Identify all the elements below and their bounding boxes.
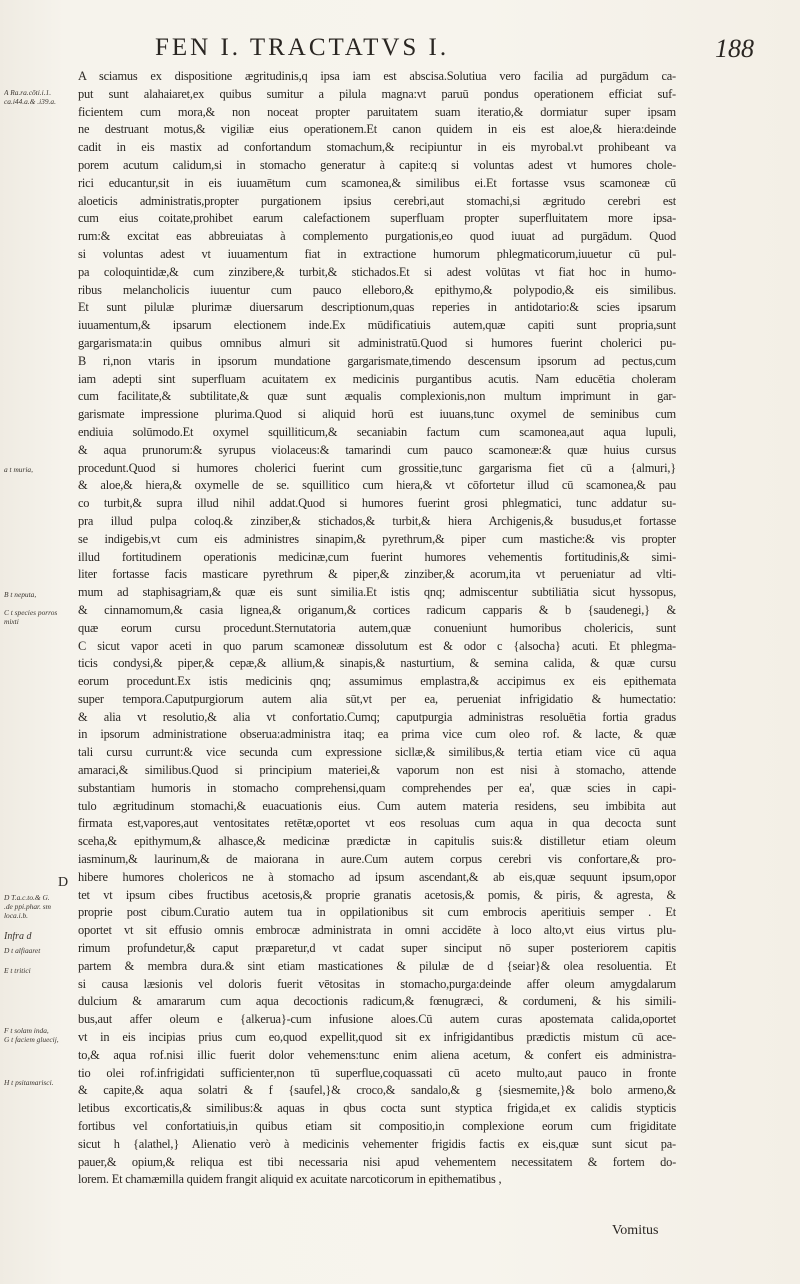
text-line: cum eius coitate,prohibet earum calefactionem superfluam propter superfluitatem more ipsa-	[78, 211, 676, 226]
margin-note-b	[4, 465, 68, 474]
text-line: dulcium & amararum cum aqua decoctionis radicum,& fœnugræci, & cordumeni, & his simili-	[78, 994, 676, 1009]
text-line: bus,aut affer oleum e {alkerua}-cum infusione aloes.Cū autem curas apostemata calida,oportet	[78, 1012, 676, 1027]
margin-note-line: mixti	[4, 617, 19, 626]
margin-note-line: E t tritici	[4, 966, 31, 975]
folio-number: 188	[715, 34, 754, 63]
margin-note-line: loca.i.b.	[4, 911, 29, 920]
text-line: pauer,& opium,& reliqua est tibi necessaria nisi apud vehementem necessitatem & fortem do-	[78, 1154, 676, 1169]
text-line: garismate impressione plurima.Quod si aliquid horū est iuuans,tunc oxymel de seminibus cum	[78, 407, 676, 422]
margin-note-line: ca.i44.a.& .i39.a.	[4, 97, 56, 106]
text-line: quæ eorum cursu procedunt.Sternutatoria autem,quæ conueniunt humoribus cholericis, sunt	[78, 620, 676, 635]
text-line: ficientem cum mora,& non noceat propter paruitatem suam iteratio,& dormiatur super ipsam	[78, 104, 676, 119]
margin-note-line: a t muria,	[4, 465, 33, 474]
text-line: eorum procedunt.Ex istis medicinis qnq; assumimus emplastra,& accipimus ex eis epithemata	[78, 674, 676, 689]
text-line: & cinnamomum,& casia lignea,& origanum,& cortices radicum capparis & b {saudenegi,} &	[78, 602, 676, 617]
text-line: si voluntas adest vt iuuamentum fiat in extractione humorum phlegmaticorum,iuuetur cū pul-	[78, 246, 676, 261]
text-line: & aqua prunorum:& syrupus violaceus:& tamarindi cum pauco scamoneæ:& quæ huius cursus	[78, 442, 676, 457]
text-line: put sunt alahaiaret,ex quibus sumitur a pilula magna:vt paruū pondus operationem efficiat suf-	[78, 86, 676, 101]
text-line: fortibus vel confortatiuis,in quibus etiam sit compositio,in complexione eorum cum frigiditate	[78, 1119, 676, 1134]
text-line: pa coloquintidæ,& cum zinzibere,& turbit,& stichados.Et si adest volūtas vt fiat hoc in humo-	[78, 264, 676, 279]
text-line: co turbit,& supra illud nihil addat.Quod si humores fuerint grosi phlegmatici, tunc addatur su-	[78, 496, 676, 511]
text-line: rum:& excitat eas abbreuiatas à complemento purgationis,eo quod iuuat ad purgādum. Quod	[78, 229, 676, 244]
text-line: B ri,non vtaris in ipsorum mundatione gargarismate,timendo descensum ipsorum ad pectus,cum	[78, 353, 676, 368]
text-line: tulo ægritudinum stomachi,& euacuationis eius. Cum autem materia residens, seu imbibita aut	[78, 798, 676, 813]
margin-note-line: H t psitamarisci.	[4, 1078, 54, 1087]
text-line: oportet vt sit effusio omnis embrocæ administrata in omni accidēte à loco alto,vt eius virtus plu-	[78, 923, 676, 938]
text-line: Et sunt pilulæ plurimæ diuersarum descriptionum,quas reperies in antidotario:& scies ipsarum	[78, 300, 676, 315]
margin-note-line: .de ppi.phar. sm	[4, 902, 52, 911]
text-line: A sciamus ex dispositione ægritudinis,q ipsa iam est abscisa.Solutiua vero facilia ad purgādum ca-	[78, 69, 676, 83]
text-line: hibere humores cholericos ne à stomacho ad ipsum ascendant,& ab eis,quæ sequunt ipsum,opor	[78, 869, 676, 884]
text-line: to,& aqua rof.nisi illic fuerit dolor vehemens:tunc enim aliena acetum, & confert eis administra-	[78, 1047, 676, 1062]
margin-note-line: B t neputa,	[4, 590, 37, 599]
margin-note-i	[4, 1026, 68, 1044]
margin-note-line: F t solam inda,	[4, 1026, 49, 1035]
text-line: tet vt ipsum cibes fructibus acetosis,& proprie granatis acetosis,& pomis, & piris, & agresta, &	[78, 887, 676, 902]
text-line: liter fortasse facis masticare pyrethrum & piper,& zinziber,& acorum,ita vt perueniatur ad vlti-	[78, 567, 676, 582]
text-line: mum ad staphisagriam,& quæ eis sunt similia.Et istis qnq; admiscentur subtiliātia sicut hyssopus,	[78, 585, 676, 600]
margin-note-line: C t species porros	[4, 608, 58, 617]
margin-note-line: D t alfiaaret	[4, 946, 41, 955]
text-line: amaraci,& similibus.Quod si principium materiei,& vaporum non est nisi à stomacho, attende	[78, 763, 676, 778]
text-line: tali cursu currunt:& vice secunda cum expressione sicllæ,& similibus,& tertia etiam vice cū aqua	[78, 745, 676, 760]
text-line: rici educantur,sit in eis iuuamētum cum scamonea,& similibus ei.Et fortasse vsus scamoneæ cū	[78, 175, 676, 190]
text-line: ribus melancholicis iuuentur cum pauco elleboro,& epithymo,& polypodio,& eis similibus.	[78, 282, 676, 297]
page-header	[0, 30, 800, 70]
text-line: partem & membra dura.& sint etiam masticationes & pilulæ de d {seiar}& olea resoluentia. Et	[78, 958, 676, 973]
text-line: sicut h {alathel,} Alienatio verò à medicinis vehementer frigidis factis ex eis,quæ sunt sicut pa-	[78, 1136, 676, 1151]
text-line: rimum profundetur,& caput præparetur,d vt cadat super sinciput nō super posteriorem capitis	[78, 941, 676, 956]
text-line: endiuia solūmodo.Et oxymel squilliticum,& secaniabin factum cum scamonea,aut aqua lupuli,	[78, 424, 676, 439]
text-line: cadit in eis mastix ad confortandum stomachum,& recipiuntur in eis myrobal.vt prohibeant va	[78, 140, 676, 155]
margin-note-h	[4, 966, 68, 975]
margin-note-j	[4, 1078, 68, 1087]
running-title: FEN I. TRACTATVS I.	[155, 34, 450, 61]
margin-note-a	[4, 88, 68, 106]
text-line: in ipsorum administratione obserua:administra itaq; ea prima vice cum oleo rof. & lacte, & quæ	[78, 727, 676, 742]
text-line: & alia vt resolutio,& alia vt confortatio.Cumq; caputpurgia administras resoluētia fortia gradus	[78, 709, 676, 724]
text-line: sceha,& epithymum,& alhasce,& medicinæ prædictæ in capitulis suis:& distilletur etiam oleum	[78, 834, 676, 849]
body-text	[78, 68, 676, 1189]
text-line: cum facilitate,& subtilitate,& quæ sunt æqualis complexionis,non multum imprimunt in gar-	[78, 389, 676, 404]
text-line: porem acutum calidum,si in stomacho generatur à capite:q si voluntas adest vt humores chole-	[78, 157, 676, 172]
text-line: si causa læsionis vel doloris fuerit vētositas in stomacho,purga:deinde affer oleum amygdalarum	[78, 976, 676, 991]
text-line: & aloe,& hiera,& oxymelle de se. squillitico cum hiera,& vt cōfortetur illud cū scamonea,& pau	[78, 478, 676, 493]
section-mark-d: D	[58, 875, 69, 890]
text-line: procedunt.Quod si humores cholerici fuerint cum grossitie,tunc gargarisma fiet cū a {almuri,}	[78, 460, 676, 475]
margin-note-d	[4, 608, 68, 626]
text-line: pra illud pulpa coloq.& zinziber,& stichados,& turbit,& hiera Archigenis,& busudus,et fortasse	[78, 513, 676, 528]
text-line: iam adepti sint superfluam acuitatem ex medicinis purgantibus acutis. Nam educētia choleram	[78, 371, 676, 386]
text-line: se indigebis,vt cum eis administres sinapim,& pyrethrum,& piper cum mastiche:& vis propter	[78, 531, 676, 546]
text-line: iasminum,& laurinum,& de maiorana in aure.Cum autem corpus cerebri vis confortare,& pro-	[78, 852, 676, 867]
text-line: ticis condysi,& piper,& cepæ,& allium,& sinapis,& nasturtium, & semina calida, & quæ cursu	[78, 656, 676, 671]
margin-note-g	[4, 946, 68, 955]
text-line: lorem. Et chamæmilla quidem frangit aliquid ex acuitate narcoticorum in epithematibus ,	[78, 1172, 502, 1187]
text-line: super tempora.Caputpurgiorum autem alia sūt,vt per ea, perueniat infrigidatio & humectatio:	[78, 691, 676, 706]
text-line: letibus excorticatis,& similibus:& aquas in qbus cocta sunt styptica frigida,et ex calidis stypticis	[78, 1101, 676, 1116]
text-line: firmata est,vapores,aut ventositates retētæ,oportet vt eos resoluas cum aqua in qua decocta sunt	[78, 816, 676, 831]
text-line: C sicut vapor aceti in quo parum scamoneæ dissolutum est & odor c {alsocha} acuti. Et phlegma-	[78, 638, 676, 653]
text-line: substantiam humoris in stomacho comprehensi,quam comprehendes per ea', quæ scies in capi-	[78, 780, 676, 795]
catchword: Vomitus	[612, 1223, 659, 1238]
margin-note-line: G t faciem gluecij,	[4, 1035, 59, 1044]
text-line: vt in eis incipias prius cum eo,quod expellit,quod sit ex infrigidantibus prædictis mistum cū ace-	[78, 1030, 676, 1045]
text-line: proprie post cibum.Curatio autem tua in oppilationibus sit cum embrocis aperitiuis semper . Et	[78, 905, 676, 920]
text-line: ne destruant motus,& vigiliæ eius operationem.Et canon quidem in eis est aloe,& hiera:deinde	[78, 122, 676, 137]
text-line: & capite,& aqua solatri & f {saufel,}& croco,& sandalo,& g {siesmemite,}& bolo armeno,&	[78, 1083, 676, 1098]
margin-note-line: A Ra.ra.cōti.i.1.	[4, 88, 52, 97]
margin-note-e	[4, 893, 68, 920]
margin-note-line: D T.a.c.to.& G.	[4, 893, 50, 902]
margin-note-c	[4, 590, 68, 599]
text-line: tio olei rof.infrigidati sufficienter,non tū superflue,coquassati cū aceto multo,aut pauco in fronte	[78, 1065, 676, 1080]
text-line: iuuamentum,& ipsarum electionem inde.Ex mūdificatiuis autem,quæ capiti sunt propria,sunt	[78, 318, 676, 333]
text-line: illud fortitudinem operationis medicinæ,cum fuerint humores vehementis fortitudinis,& simi-	[78, 549, 676, 564]
margin-note-line: Infra d	[4, 932, 32, 941]
margin-note-f	[4, 932, 68, 941]
text-line: gargarismata:in quibus omnibus almuri sit administratū.Quod si humores fuerint cholerici pu-	[78, 335, 676, 350]
text-line: aloeticis administratis,propter purgationem ipsius cerebri,aut stomachi,si ægritudo cerebri est	[78, 193, 676, 208]
